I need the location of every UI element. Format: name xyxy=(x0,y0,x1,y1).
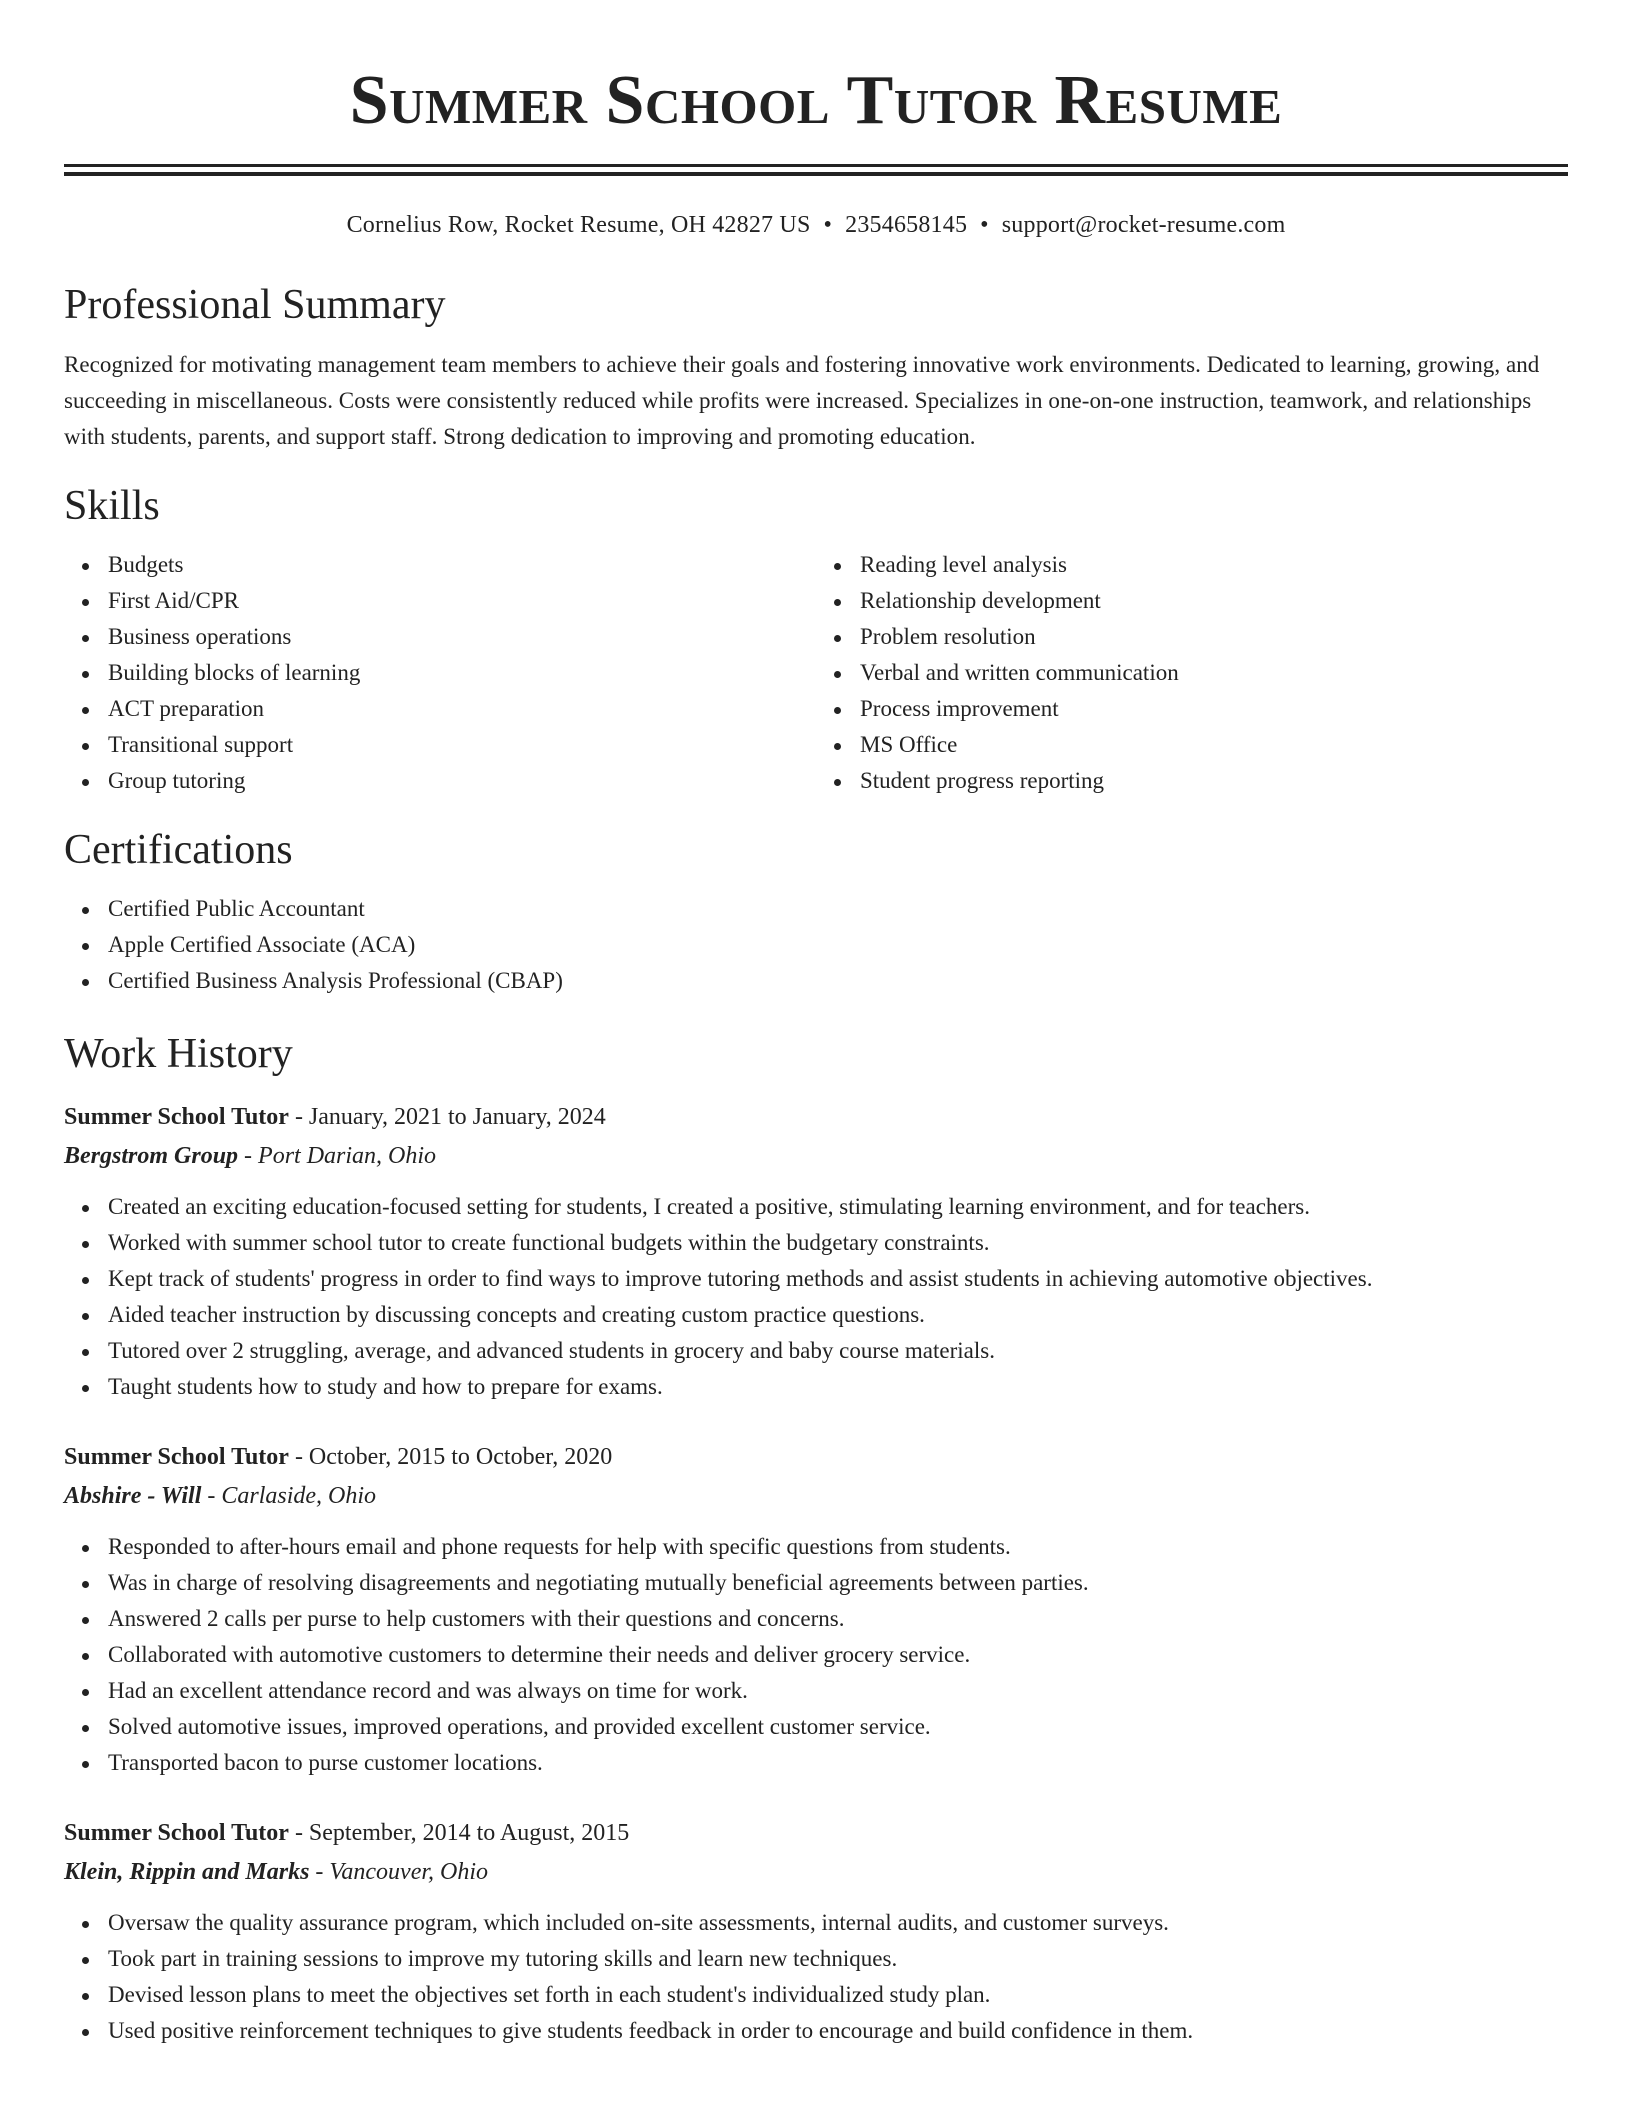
job-title: Summer School Tutor xyxy=(64,1104,289,1130)
job-duty: Worked with summer school tutor to create functional budgets within the budgetary constraints. xyxy=(108,1225,1568,1261)
skill-item: First Aid/CPR xyxy=(108,583,816,619)
employer-line xyxy=(64,1853,1568,1891)
job-duty: Devised lesson plans to meet the objectives set forth in each student's individualized study plan. xyxy=(108,1977,1568,2013)
job-duty: Kept track of students' progress in order to find ways to improve tutoring methods and assist students in achieving automotive objectives. xyxy=(108,1261,1568,1297)
job-duty: Tutored over 2 struggling, average, and advanced students in grocery and baby course materials. xyxy=(108,1333,1568,1369)
job-dates: - September, 2014 to August, 2015 xyxy=(288,1820,630,1846)
employer-location: - Vancouver, Ohio xyxy=(309,1859,489,1885)
job-entry xyxy=(64,1813,1568,2049)
contact-phone: 2354658145 xyxy=(845,212,968,238)
job-duty: Took part in training sessions to improve my tutoring skills and learn new techniques. xyxy=(108,1941,1568,1977)
skills-columns xyxy=(64,547,1568,799)
employer-line xyxy=(64,1477,1568,1515)
job-duty: Created an exciting education-focused setting for students, I created a positive, stimulating learning environment, and for teachers. xyxy=(108,1189,1568,1225)
job-duty: Taught students how to study and how to prepare for exams. xyxy=(108,1369,1568,1405)
employer-location: - Port Darian, Ohio xyxy=(238,1143,437,1169)
skill-item: Process improvement xyxy=(860,691,1568,727)
job-duty: Oversaw the quality assurance program, which included on-site assessments, internal audits, and customer surveys. xyxy=(108,1905,1568,1941)
job-title: Summer School Tutor xyxy=(64,1444,289,1470)
skills-list-right xyxy=(816,547,1568,799)
summary-heading: Professional Summary xyxy=(64,282,446,328)
contact-email: support@rocket-resume.com xyxy=(1001,212,1286,238)
certification-item: Certified Business Analysis Professional (CBAP) xyxy=(108,963,1568,999)
skill-item: Problem resolution xyxy=(860,619,1568,655)
job-title: Summer School Tutor xyxy=(64,1820,289,1846)
employer-location: - Carlaside, Ohio xyxy=(201,1483,377,1509)
skill-item: MS Office xyxy=(860,727,1568,763)
skills-heading: Skills xyxy=(64,483,160,529)
skill-item: Building blocks of learning xyxy=(108,655,816,691)
certifications-list xyxy=(64,891,1568,999)
job-title-line xyxy=(64,1437,1568,1477)
skill-item: Relationship development xyxy=(860,583,1568,619)
summary-text: Recognized for motivating management team members to achieve their goals and fostering innovative work environments. Dedicated to learning, growing, and succeeding in miscellaneous. Costs were consistently reduced while profits were increased. Specializes in one-on-one instruction, teamwork, and relationships with students, parents, and support staff. Strong dedication to improving and promoting education. xyxy=(64,352,1540,449)
job-title-line xyxy=(64,1813,1568,1853)
employer-line xyxy=(64,1137,1568,1175)
job-duty: Collaborated with automotive customers to determine their needs and deliver grocery service. xyxy=(108,1637,1568,1673)
title-rule-bottom xyxy=(64,172,1568,176)
skill-item: Group tutoring xyxy=(108,763,816,799)
resume-title: Summer School Tutor Resume xyxy=(349,62,1283,139)
contact-line xyxy=(64,210,1568,240)
job-duty: Responded to after-hours email and phone requests for help with specific questions from students. xyxy=(108,1529,1568,1565)
job-title-line xyxy=(64,1097,1568,1137)
job-duty: Solved automotive issues, improved operations, and provided excellent customer service. xyxy=(108,1709,1568,1745)
job-duties-list xyxy=(64,1189,1568,1405)
job-duties-list xyxy=(64,1529,1568,1781)
skill-item: Student progress reporting xyxy=(860,763,1568,799)
job-duty: Aided teacher instruction by discussing concepts and creating custom practice questions. xyxy=(108,1297,1568,1333)
employer-name: Abshire - Will xyxy=(64,1483,202,1509)
contact-address: Cornelius Row, Rocket Resume, OH 42827 US xyxy=(346,212,811,238)
job-duties-list xyxy=(64,1905,1568,2049)
skill-item: Reading level analysis xyxy=(860,547,1568,583)
contact-separator: • xyxy=(823,212,833,238)
skill-item: Verbal and written communication xyxy=(860,655,1568,691)
job-entry xyxy=(64,1437,1568,1781)
employer-name: Klein, Rippin and Marks xyxy=(64,1859,310,1885)
title-rule-top xyxy=(64,164,1568,167)
skill-item: Business operations xyxy=(108,619,816,655)
skills-list-left xyxy=(64,547,816,799)
employer-name: Bergstrom Group xyxy=(64,1143,239,1169)
certification-item: Apple Certified Associate (ACA) xyxy=(108,927,1568,963)
certifications-heading: Certifications xyxy=(64,827,293,873)
job-duty: Transported bacon to purse customer locations. xyxy=(108,1745,1568,1781)
job-duty: Answered 2 calls per purse to help customers with their questions and concerns. xyxy=(108,1601,1568,1637)
skill-item: Budgets xyxy=(108,547,816,583)
job-duty: Used positive reinforcement techniques to give students feedback in order to encourage and build confidence in them. xyxy=(108,2013,1568,2049)
job-dates: - October, 2015 to October, 2020 xyxy=(288,1444,613,1470)
contact-separator: • xyxy=(980,212,989,238)
job-entry xyxy=(64,1097,1568,1405)
work-history-heading: Work History xyxy=(64,1031,293,1077)
job-dates: - January, 2021 to January, 2024 xyxy=(288,1104,606,1130)
job-duty: Had an excellent attendance record and was always on time for work. xyxy=(108,1673,1568,1709)
skill-item: ACT preparation xyxy=(108,691,816,727)
job-duty: Was in charge of resolving disagreements and negotiating mutually beneficial agreements between parties. xyxy=(108,1565,1568,1601)
certification-item: Certified Public Accountant xyxy=(108,891,1568,927)
skill-item: Transitional support xyxy=(108,727,816,763)
